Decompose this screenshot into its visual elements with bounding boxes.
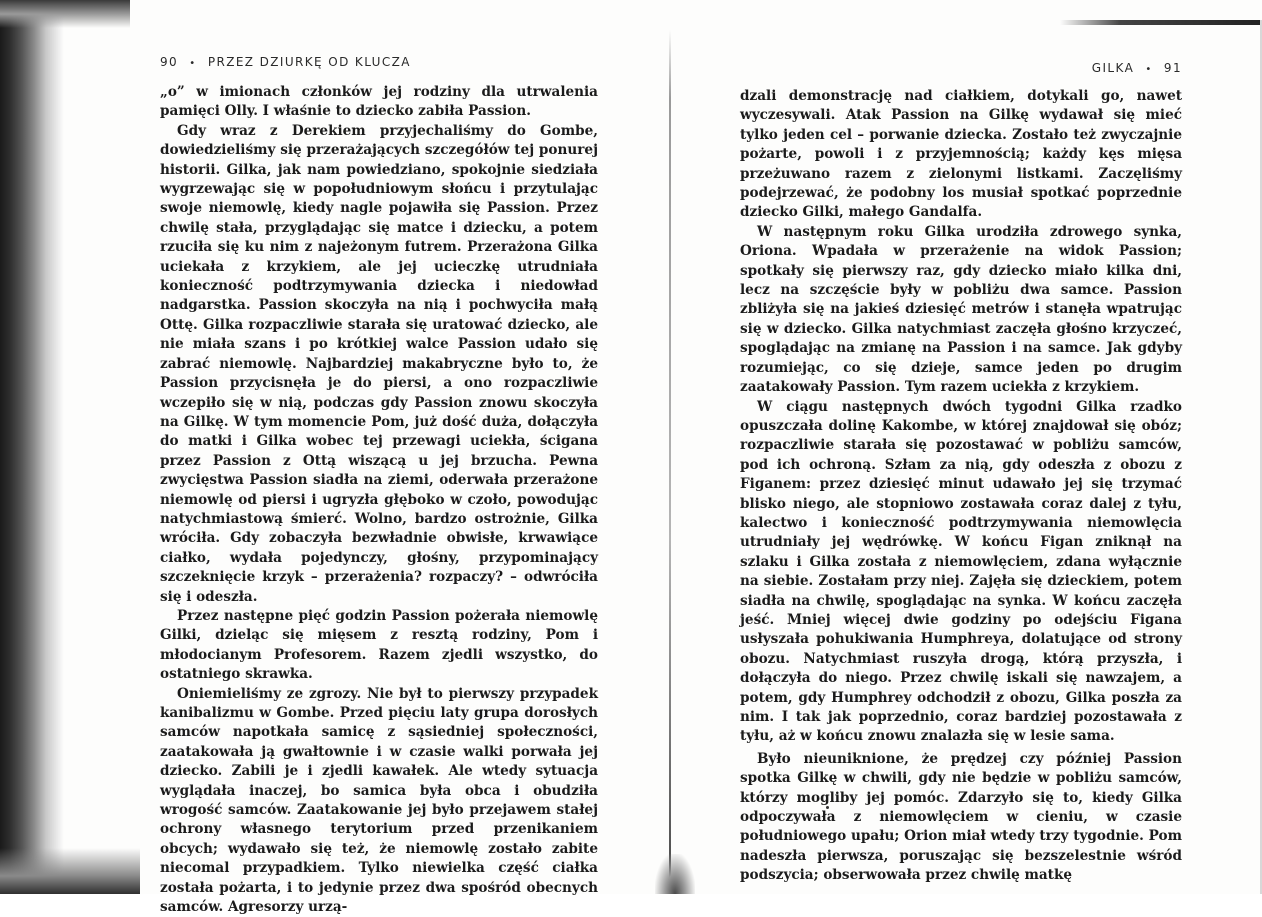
- binding-shadow-left: [0, 0, 64, 894]
- right-paragraph: W ciągu następnych dwóch tygodni Gilka rzadko opuszczała dolinę Kakombe, w której znajdował się obóz; rozpaczliwie starała się pozostawać w pobliżu samców, pod ich ochroną. Szłam za nią, gdy odeszła z obozu z Figanem: przez dziesięć minut udawało jej się trzymać blisko niego, ale stopniowo zostawała coraz dalej z tyłu, kalectwo i konieczność podtrzymywania niemowlęcia utrudniały jej wędrówkę. W końcu Figan zniknął na szlaku i Gilka została z niemowlęciem, zdana wyłącznie na siebie. Zostałam przy niej. Zajęła się dzieckiem, potem siadła na chwilę, spoglądając na synka. W końcu zaczęła jeść. Mniej więcej dwie godziny po odejściu Figana usłyszała pohukiwania Humphreya, dolatujące od strony obozu. Natychmiast ruszyła drogą, którą przyszła, i dołączyła do niego. Przez chwilę iskali się nawzajem, a potem, gdy Humphrey odchodził z obozu, Gilka poszła za nim. I tak jak poprzednio, coraz bardziej pozostawała z tyłu, aż w końcu znowu znalazła się w lesie sama.: [740, 398, 1182, 745]
- right-paragraph: dzali demonstrację nad ciałkiem, dotykali go, nawet wyczesywali. Atak Passion na Gilkę wydawał się mieć tylko jeden cel – porwanie dziecka. Zostało też zwyczajnie pożarte, powoli i z przyjemnością; każdy kęs mięsa przeżuwano razem z zielonymi listkami. Zaczęliśmy podejrzewać, że podobny los musiał spotkać poprzednie dziecko Gilki, małego Gandalfa.: [740, 88, 1182, 221]
- binding-shadow-top: [0, 0, 130, 28]
- right-page-number: 91: [1163, 61, 1182, 75]
- left-body-text: [160, 83, 598, 917]
- left-paragraph: Oniemieliśmy ze zgrozy. Nie był to pierwszy przypadek kanibalizmu w Gombe. Przed pięciu laty grupa dorosłych samców napotkała samicę z sąsiedniej społeczności, zaatakowała ją gwałtownie i w czasie walki porwała jej dziecko. Zabili je i zjedli kawałek. Ale wtedy sytuacja wyglądała inaczej, bo samica była obca i obudziła wrogość samców. Zaatakowanie jej było przejawem stałej ochrony własnego terytorium przed przenikaniem obcych; wydawało się też, że niemowlę zostało zabite niecomal przypadkiem. Tylko niewielka część ciałka została pożarta, i to jedynie przez dwa spośród obecnych samców. Agresorzy urzą-: [160, 685, 598, 916]
- left-running-head: [160, 52, 598, 72]
- ink-speck: [826, 806, 829, 809]
- right-running-head: [740, 58, 1182, 78]
- book-gutter: [669, 30, 671, 880]
- left-paragraph: Gdy wraz z Derekiem przyjechaliśmy do Gombe, dowiedzieliśmy się przerażających szczegółów tej ponurej historii. Gilka, jak nam powiedziano, spokojnie siedziała wygrzewając się w popołudniowym słońcu i przytulając swoje niemowlę, kiedy nagle pojawiła się Passion. Przez chwilę stała, przyglądając się matce i dziecku, a potem rzuciła się ku nim z najeżonym futrem. Przerażona Gilka uciekała z krzykiem, ale jej ucieczkę utrudniała konieczność podtrzymywania dziecka i niedowład nadgarstka. Passion skoczyła na nią i pochwyciła małą Ottę. Gilka rozpaczliwie starała się uratować dziecko, ale nie miała szans i po krótkiej walce Passion udało się zabrać niemowlę. Najbardziej makabryczne było to, że Passion przycisnęła je do piersi, a ono rozpaczliwie wczepiło się w nią, podczas gdy Passion znowu skoczyła na Gilkę. W tym momencie Pom, już dość duża, dołączyła do matki i Gilka wobec tej przewagi uciekła, ścigana przez Passion z Ottą wiszącą u jej brzucha. Pewna zwycięstwa Passion siadła na ziemi, oderwała przerażone niemowlę od piersi i ugryzła głęboko w czoło, powodując natychmiastową śmierć. Wolno, bardzo ostrożnie, Gilka wróciła. Gdy zobaczyła bezwładnie obwisłe, krwawiące ciałko, wydała pojedynczy, głośny, przypominający szczeknięcie krzyk – przerażenia? rozpaczy? – odwróciła się i odeszła.: [160, 122, 598, 605]
- right-header-separator: •: [1145, 64, 1153, 75]
- right-paragraph: W następnym roku Gilka urodziła zdrowego synka, Oriona. Wpadała w przerażenie na widok Passion; spotkały się pierwszy raz, gdy dziecko miało kilka dni, lecz na szczęście były w pobliżu dwa samce. Passion zbliżyła się na jakieś dziesięć metrów i stanęła wpatrując się w dziecko. Gilka natychmiast zaczęła głośno krzyczeć, spoglądając na zmianę na Passion i na samce. Jak gdyby rozumiejąc, co się dzieje, samce jeden po drugim zaatakowały Passion. Tym razem uciekła z krzykiem.: [740, 223, 1182, 396]
- left-paragraph: Przez następne pięć godzin Passion pożerała niemowlę Gilki, dzieląc się mięsem z resztą rodziny, Pom i młodocianym Profesorem. Razem zjedli wszystko, do ostatniego skrawka.: [160, 607, 598, 683]
- page-edge-top: [1060, 20, 1262, 25]
- left-header-title: PRZEZ DZIURKĘ OD KLUCZA: [207, 55, 411, 69]
- gutter-shadow: [655, 854, 695, 894]
- left-header-separator: •: [189, 58, 197, 69]
- binding-shadow-bottom: [0, 848, 140, 894]
- left-page-number: 90: [160, 55, 179, 69]
- right-body-text: [740, 87, 1182, 886]
- right-header-title: GILKA: [1091, 61, 1135, 75]
- left-page: [160, 52, 598, 917]
- left-paragraph: „o” w imionach członków jej rodziny dla utrwalenia pamięci Olly. I właśnie to dziecko zabiła Passion.: [160, 84, 598, 120]
- right-page: [740, 52, 1182, 886]
- right-paragraph: Było nieuniknione, że prędzej czy później Passion spotka Gilkę w chwili, gdy nie będzie w pobliżu samców, którzy mogliby jej pomóc. Zdarzyło się to, kiedy Gilka odpoczywała z niemowlęciem w cieniu, w czasie południowego upału; Orion miał wtedy trzy tygodnie. Pom nadeszła pierwsza, poruszając się bezszelestnie wśród podszycia; obserwowała przez chwilę matkę: [740, 750, 1182, 884]
